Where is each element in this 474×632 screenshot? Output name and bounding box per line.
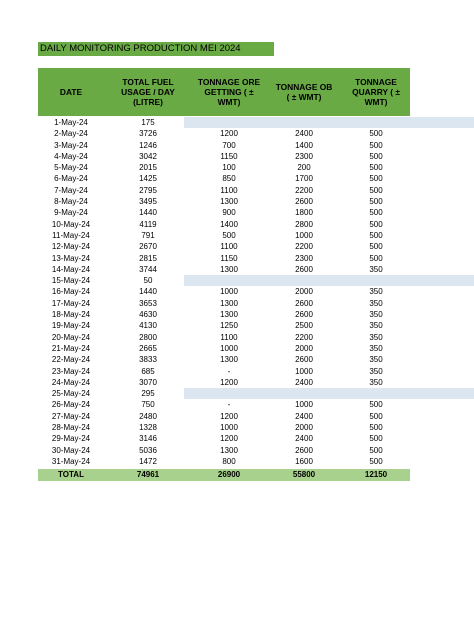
table-row bbox=[38, 253, 474, 264]
table-body bbox=[38, 117, 474, 467]
cell-quarry: 500 bbox=[369, 434, 383, 444]
table-row bbox=[38, 445, 474, 456]
cell-date: 23-May-24 bbox=[51, 366, 91, 376]
header-date: DATE bbox=[59, 87, 83, 97]
cell-ore: 1100 bbox=[220, 332, 238, 342]
cell-date: 28-May-24 bbox=[51, 423, 91, 433]
cell-quarry: 350 bbox=[369, 366, 383, 376]
cell-fuel: 3042 bbox=[139, 151, 157, 161]
cell-quarry: 500 bbox=[369, 400, 383, 410]
cell-ob: 1600 bbox=[295, 456, 313, 466]
cell-date: 24-May-24 bbox=[51, 377, 91, 387]
total-fuel: 74961 bbox=[136, 470, 160, 479]
table-row bbox=[38, 185, 474, 196]
cell-quarry: 500 bbox=[369, 163, 383, 173]
total-label: TOTAL bbox=[58, 470, 84, 479]
cell-fuel: 2800 bbox=[139, 332, 157, 342]
table-row bbox=[38, 320, 474, 331]
cell-date: 25-May-24 bbox=[51, 389, 91, 399]
cell-ob: 2300 bbox=[295, 151, 313, 161]
cell-date: 30-May-24 bbox=[51, 445, 91, 455]
cell-ob: 2800 bbox=[295, 219, 313, 229]
cell-ob bbox=[266, 275, 342, 286]
cell-quarry: 350 bbox=[369, 343, 383, 353]
cell-ore: 850 bbox=[222, 174, 236, 184]
table-row bbox=[38, 173, 474, 184]
cell-ob: 2600 bbox=[295, 310, 313, 320]
cell-ob: 2600 bbox=[295, 445, 313, 455]
cell-quarry: 500 bbox=[369, 411, 383, 421]
cell-ore: 900 bbox=[222, 208, 236, 218]
cell-quarry: 500 bbox=[369, 423, 383, 433]
cell-quarry: 500 bbox=[369, 253, 383, 263]
cell-quarry: 500 bbox=[369, 197, 383, 207]
cell-quarry bbox=[342, 388, 410, 399]
cell-ob: 2000 bbox=[295, 287, 313, 297]
cell-ore: 1000 bbox=[220, 343, 238, 353]
cell-fuel: 1472 bbox=[139, 456, 157, 466]
table-row bbox=[38, 128, 474, 139]
cell-ore bbox=[192, 388, 266, 399]
cell-date: 1-May-24 bbox=[54, 118, 88, 127]
table-row bbox=[38, 456, 474, 467]
cell-ore: 1300 bbox=[220, 355, 238, 365]
table-row bbox=[38, 264, 474, 275]
cell-ore: - bbox=[227, 400, 231, 410]
cell-ob: 1000 bbox=[295, 400, 313, 410]
cell-ore: 1300 bbox=[220, 197, 238, 207]
table-row bbox=[38, 196, 474, 207]
cell-fuel: 4119 bbox=[139, 219, 157, 229]
cell-ob bbox=[266, 388, 342, 399]
table-row bbox=[38, 275, 474, 286]
cell-fuel: 2480 bbox=[139, 411, 157, 421]
cell-ob: 2200 bbox=[295, 185, 313, 195]
cell-fuel: 2815 bbox=[139, 253, 157, 263]
cell-ob: 1800 bbox=[295, 208, 313, 218]
table-header bbox=[38, 68, 410, 116]
cell-date: 9-May-24 bbox=[54, 208, 88, 218]
header-ob: TONNAGE OB ( ± WMT) bbox=[275, 82, 333, 102]
table-row bbox=[38, 309, 474, 320]
cell-ore: 1300 bbox=[220, 264, 238, 274]
table-row bbox=[38, 162, 474, 173]
table-row bbox=[38, 207, 474, 218]
cell-quarry: 350 bbox=[369, 287, 383, 297]
cell-date: 21-May-24 bbox=[51, 343, 91, 353]
cell-date: 18-May-24 bbox=[51, 310, 91, 320]
cell-fuel: 3726 bbox=[139, 129, 157, 139]
cell-ob: 2300 bbox=[295, 253, 313, 263]
total-ob: 55800 bbox=[292, 470, 316, 479]
total-row bbox=[38, 469, 410, 481]
cell-ob: 1000 bbox=[295, 230, 313, 240]
cell-quarry: 500 bbox=[369, 219, 383, 229]
cell-date: 19-May-24 bbox=[51, 321, 91, 331]
cell-ob: 2000 bbox=[295, 343, 313, 353]
cell-date: 16-May-24 bbox=[51, 287, 91, 297]
cell-date: 17-May-24 bbox=[51, 298, 91, 308]
cell-quarry bbox=[342, 275, 410, 286]
cell-fuel: 2795 bbox=[139, 185, 157, 195]
table-row bbox=[38, 219, 474, 230]
cell-fuel: 175 bbox=[141, 118, 155, 127]
cell-ore: 100 bbox=[222, 163, 236, 173]
cell-fuel: 3833 bbox=[139, 355, 157, 365]
cell-quarry: 500 bbox=[369, 456, 383, 466]
table-row bbox=[38, 117, 474, 128]
cell-quarry: 350 bbox=[369, 321, 383, 331]
cell-date: 27-May-24 bbox=[51, 411, 91, 421]
cell-ob: 2400 bbox=[295, 129, 313, 139]
cell-ob: 2200 bbox=[295, 332, 313, 342]
cell-fuel: 3495 bbox=[139, 197, 157, 207]
total-ore: 26900 bbox=[217, 470, 241, 479]
cell-ob: 2600 bbox=[295, 197, 313, 207]
cell-ore: 1300 bbox=[220, 298, 238, 308]
cell-date: 11-May-24 bbox=[52, 230, 90, 240]
total-quarry: 12150 bbox=[364, 470, 388, 479]
cell-date: 26-May-24 bbox=[51, 400, 91, 410]
cell-ob: 1400 bbox=[295, 140, 313, 150]
cell-ore: 800 bbox=[222, 456, 236, 466]
cell-ore: 1250 bbox=[220, 321, 238, 331]
cell-fuel: 750 bbox=[141, 400, 155, 410]
cell-ob: 1700 bbox=[295, 174, 313, 184]
cell-quarry: 350 bbox=[369, 332, 383, 342]
table-row bbox=[38, 354, 474, 365]
cell-ob: 2400 bbox=[295, 434, 313, 444]
cell-date: 12-May-24 bbox=[51, 242, 91, 252]
cell-date: 4-May-24 bbox=[54, 151, 88, 161]
cell-date: 31-May-24 bbox=[51, 456, 91, 466]
cell-ore: 1200 bbox=[220, 377, 238, 387]
cell-date: 7-May-24 bbox=[54, 185, 88, 195]
cell-date: 29-May-24 bbox=[51, 434, 91, 444]
cell-quarry: 350 bbox=[369, 377, 383, 387]
cell-fuel: 1440 bbox=[139, 208, 157, 218]
cell-date: 14-May-24 bbox=[51, 264, 91, 274]
cell-ore: - bbox=[227, 366, 231, 376]
cell-quarry: 350 bbox=[369, 298, 383, 308]
cell-fuel: 1246 bbox=[139, 140, 157, 150]
cell-fuel: 4630 bbox=[139, 310, 157, 320]
cell-ore: 1300 bbox=[220, 445, 238, 455]
table-row bbox=[38, 411, 474, 422]
cell-fuel: 1328 bbox=[139, 423, 157, 433]
cell-quarry: 500 bbox=[369, 185, 383, 195]
cell-quarry: 500 bbox=[369, 445, 383, 455]
cell-ob: 200 bbox=[297, 163, 311, 173]
cell-date: 6-May-24 bbox=[54, 174, 88, 184]
table-row bbox=[38, 298, 474, 309]
cell-fuel: 4130 bbox=[139, 321, 157, 331]
cell-ore: 1300 bbox=[220, 310, 238, 320]
header-fuel: TOTAL FUEL USAGE / DAY (LITRE) bbox=[121, 77, 175, 107]
cell-quarry bbox=[342, 117, 410, 128]
table-row bbox=[38, 241, 474, 252]
cell-ore: 500 bbox=[222, 230, 236, 240]
cell-fuel: 50 bbox=[143, 276, 153, 286]
table-row bbox=[38, 151, 474, 162]
cell-ore: 1100 bbox=[220, 185, 238, 195]
cell-ob: 2400 bbox=[295, 377, 313, 387]
cell-ob: 2600 bbox=[295, 264, 313, 274]
cell-fuel: 1440 bbox=[139, 287, 157, 297]
cell-date: 2-May-24 bbox=[54, 129, 88, 139]
cell-quarry: 500 bbox=[369, 129, 383, 139]
cell-quarry: 350 bbox=[369, 264, 383, 274]
cell-quarry: 500 bbox=[369, 230, 383, 240]
cell-ore: 1150 bbox=[220, 151, 238, 161]
cell-ore: 1000 bbox=[220, 423, 238, 433]
cell-fuel: 295 bbox=[141, 389, 155, 399]
table-row bbox=[38, 230, 474, 241]
cell-fuel: 5036 bbox=[139, 445, 157, 455]
header-quarry: TONNAGE QUARRY ( ± WMT) bbox=[352, 77, 400, 107]
table-row bbox=[38, 140, 474, 151]
cell-ob: 2200 bbox=[295, 242, 313, 252]
cell-ore bbox=[192, 275, 266, 286]
cell-fuel: 3146 bbox=[139, 434, 157, 444]
table-row bbox=[38, 332, 474, 343]
cell-date: 5-May-24 bbox=[54, 163, 88, 173]
cell-fuel: 791 bbox=[141, 230, 155, 240]
cell-ob: 2000 bbox=[295, 423, 313, 433]
cell-ob bbox=[266, 117, 342, 128]
cell-quarry: 500 bbox=[369, 151, 383, 161]
table-row bbox=[38, 388, 474, 399]
cell-fuel: 2015 bbox=[139, 163, 157, 173]
cell-date: 15-May-24 bbox=[51, 276, 91, 286]
cell-fuel: 685 bbox=[141, 366, 155, 376]
cell-date: 3-May-24 bbox=[54, 140, 88, 150]
table-row bbox=[38, 399, 474, 410]
cell-quarry: 350 bbox=[369, 310, 383, 320]
cell-ob: 2600 bbox=[295, 298, 313, 308]
table-row bbox=[38, 343, 474, 354]
cell-quarry: 350 bbox=[369, 355, 383, 365]
cell-ore: 1150 bbox=[220, 253, 238, 263]
cell-date: 20-May-24 bbox=[51, 332, 91, 342]
cell-fuel: 3070 bbox=[139, 377, 157, 387]
sheet-title: DAILY MONITORING PRODUCTION MEI 2024 bbox=[38, 42, 274, 56]
cell-quarry: 500 bbox=[369, 140, 383, 150]
cell-ore: 1200 bbox=[220, 411, 238, 421]
cell-quarry: 500 bbox=[369, 208, 383, 218]
cell-quarry: 500 bbox=[369, 174, 383, 184]
cell-fuel: 3653 bbox=[139, 298, 157, 308]
cell-ob: 2500 bbox=[295, 321, 313, 331]
cell-ob: 1000 bbox=[295, 366, 313, 376]
cell-ore: 1200 bbox=[220, 434, 238, 444]
table-row bbox=[38, 366, 474, 377]
cell-ore bbox=[192, 117, 266, 128]
cell-quarry: 500 bbox=[369, 242, 383, 252]
cell-fuel: 1425 bbox=[139, 174, 157, 184]
table-row bbox=[38, 286, 474, 297]
cell-date: 13-May-24 bbox=[51, 253, 91, 263]
cell-ore: 1200 bbox=[220, 129, 238, 139]
table-row bbox=[38, 377, 474, 388]
cell-ore: 1100 bbox=[220, 242, 238, 252]
cell-fuel: 3744 bbox=[139, 264, 157, 274]
cell-ore: 700 bbox=[222, 140, 236, 150]
cell-ore: 1400 bbox=[220, 219, 238, 229]
header-ore: TONNAGE ORE GETTING ( ± WMT) bbox=[197, 77, 261, 107]
table-row bbox=[38, 422, 474, 433]
cell-date: 10-May-24 bbox=[51, 219, 91, 229]
table-row bbox=[38, 433, 474, 444]
cell-ore: 1000 bbox=[220, 287, 238, 297]
cell-ob: 2600 bbox=[295, 355, 313, 365]
cell-ob: 2400 bbox=[295, 411, 313, 421]
cell-date: 22-May-24 bbox=[51, 355, 91, 365]
cell-fuel: 2670 bbox=[139, 242, 157, 252]
cell-date: 8-May-24 bbox=[54, 197, 88, 207]
cell-fuel: 2665 bbox=[139, 343, 157, 353]
